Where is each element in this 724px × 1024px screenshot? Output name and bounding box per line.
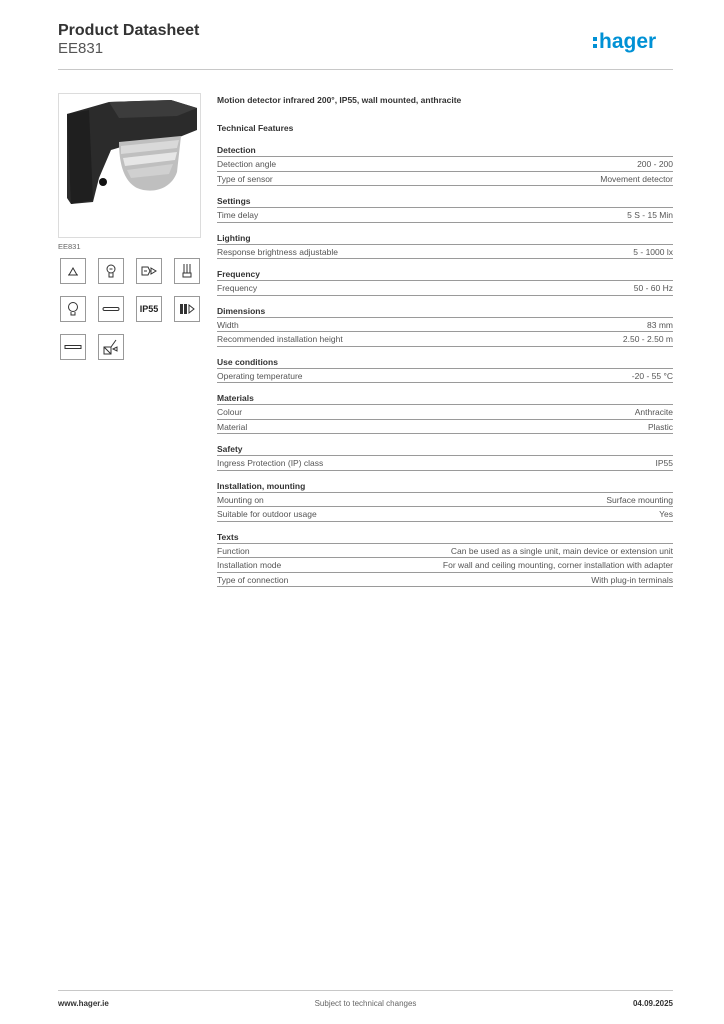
- section-title: Lighting: [217, 231, 673, 245]
- spec-row: [217, 456, 673, 471]
- spec-label: Installation mode: [217, 560, 282, 570]
- header-divider: [58, 69, 673, 70]
- page-title: Product Datasheet: [58, 22, 200, 39]
- spec-label: Operating temperature: [217, 370, 303, 381]
- fluorescent-tube-icon: [98, 296, 124, 322]
- spec-value: Plastic: [647, 421, 673, 432]
- spec-row: [217, 420, 673, 435]
- product-code: EE831: [58, 40, 104, 57]
- ip-rating-icon: IP55: [136, 296, 162, 322]
- spec-value: Can be used as a single unit, main device or extension unit: [450, 545, 673, 556]
- ceiling-light-icon: [60, 258, 86, 284]
- spec-section: [217, 391, 673, 434]
- section-title: Settings: [217, 194, 673, 208]
- section-title: Dimensions: [217, 304, 673, 318]
- spec-row: [217, 544, 673, 559]
- bulb-icon: [60, 296, 86, 322]
- spec-label: Response brightness adjustable: [217, 246, 338, 257]
- spec-label: Ingress Protection (IP) class: [217, 458, 324, 468]
- spec-section: [217, 355, 673, 384]
- section-title: Texts: [217, 530, 673, 544]
- spec-value: 83 mm: [647, 319, 673, 330]
- spec-row: [217, 281, 673, 296]
- spec-value: For wall and ceiling mounting, corner installation with adapter: [442, 560, 673, 570]
- spec-row: [217, 157, 673, 172]
- section-title: Materials: [217, 391, 673, 405]
- spec-row: [217, 507, 673, 522]
- spec-section: [217, 530, 673, 588]
- spec-row: [217, 245, 673, 260]
- spec-section: [217, 479, 673, 522]
- spec-label: Frequency: [217, 283, 258, 293]
- spec-section: [217, 267, 673, 296]
- spec-value: 50 - 60 Hz: [633, 283, 673, 293]
- spec-value: Yes: [659, 509, 673, 519]
- spec-row: [217, 369, 673, 384]
- product-description: Motion detector infrared 200°, IP55, wall mounted, anthracite: [217, 95, 462, 105]
- motion-detector-illustration: [59, 94, 202, 239]
- svg-text:hager: hager: [599, 30, 657, 53]
- bulb-halogen-icon: [98, 258, 124, 284]
- hager-logo: [593, 28, 673, 54]
- spec-label: Recommended installation height: [217, 334, 343, 344]
- section-title: Installation, mounting: [217, 479, 673, 493]
- product-visual-column: [58, 93, 203, 368]
- spec-label: Suitable for outdoor usage: [217, 509, 317, 519]
- spec-section: [217, 231, 673, 260]
- spec-label: Mounting on: [217, 494, 264, 505]
- spec-value: IP55: [655, 458, 673, 468]
- spec-row: [217, 493, 673, 508]
- technical-features-heading: Technical Features: [217, 123, 294, 133]
- page-footer: [58, 990, 673, 1010]
- spec-label: Function: [217, 545, 250, 556]
- pictogram-grid: [58, 258, 203, 368]
- spec-value: -20 - 55 °C: [631, 370, 673, 381]
- spec-section: [217, 304, 673, 347]
- spec-value: Movement detector: [600, 173, 673, 184]
- page-header: [58, 22, 673, 70]
- spec-value: 2.50 - 2.50 m: [622, 334, 673, 344]
- spec-row: [217, 172, 673, 187]
- spec-label: Colour: [217, 407, 243, 417]
- footer-website[interactable]: www.hager.ie: [58, 999, 109, 1008]
- spec-value: 5 - 1000 lx: [633, 246, 673, 257]
- fluorescent-lamp-icon: [60, 334, 86, 360]
- technical-features-column: [217, 92, 673, 587]
- section-title: Frequency: [217, 267, 673, 281]
- spec-value: Anthracite: [634, 407, 673, 417]
- energy-saving-lamp-icon: [174, 258, 200, 284]
- spec-value: 200 - 200: [637, 159, 673, 169]
- spec-label: Time delay: [217, 210, 259, 220]
- spec-value: With plug-in terminals: [591, 574, 673, 585]
- spec-value: Surface mounting: [606, 494, 673, 505]
- spec-row: [217, 332, 673, 347]
- spec-label: Width: [217, 319, 239, 330]
- spec-label: Material: [217, 421, 248, 432]
- spec-label: Type of connection: [217, 574, 289, 585]
- led-lamp-icon: [136, 258, 162, 284]
- spec-row: [217, 558, 673, 573]
- spec-row: [217, 318, 673, 333]
- product-image: [58, 93, 201, 238]
- spec-label: Type of sensor: [217, 173, 273, 184]
- spec-row: [217, 573, 673, 588]
- spec-section: [217, 194, 673, 223]
- spec-section: [217, 143, 673, 186]
- spec-row: [217, 208, 673, 223]
- section-title: Detection: [217, 143, 673, 157]
- spec-label: Detection angle: [217, 159, 277, 169]
- image-caption: EE831: [58, 242, 81, 251]
- footer-date: 04.09.2025: [632, 999, 673, 1008]
- section-title: Safety: [217, 442, 673, 456]
- spec-sections: [217, 143, 673, 587]
- ballast-icon: [174, 296, 200, 322]
- spec-value: 5 S - 15 Min: [627, 210, 673, 220]
- motion-sensor-mounting-icon: [98, 334, 124, 360]
- section-title: Use conditions: [217, 355, 673, 369]
- footer-notice: Subject to technical changes: [314, 999, 417, 1008]
- spec-row: [217, 405, 673, 420]
- spec-section: [217, 442, 673, 471]
